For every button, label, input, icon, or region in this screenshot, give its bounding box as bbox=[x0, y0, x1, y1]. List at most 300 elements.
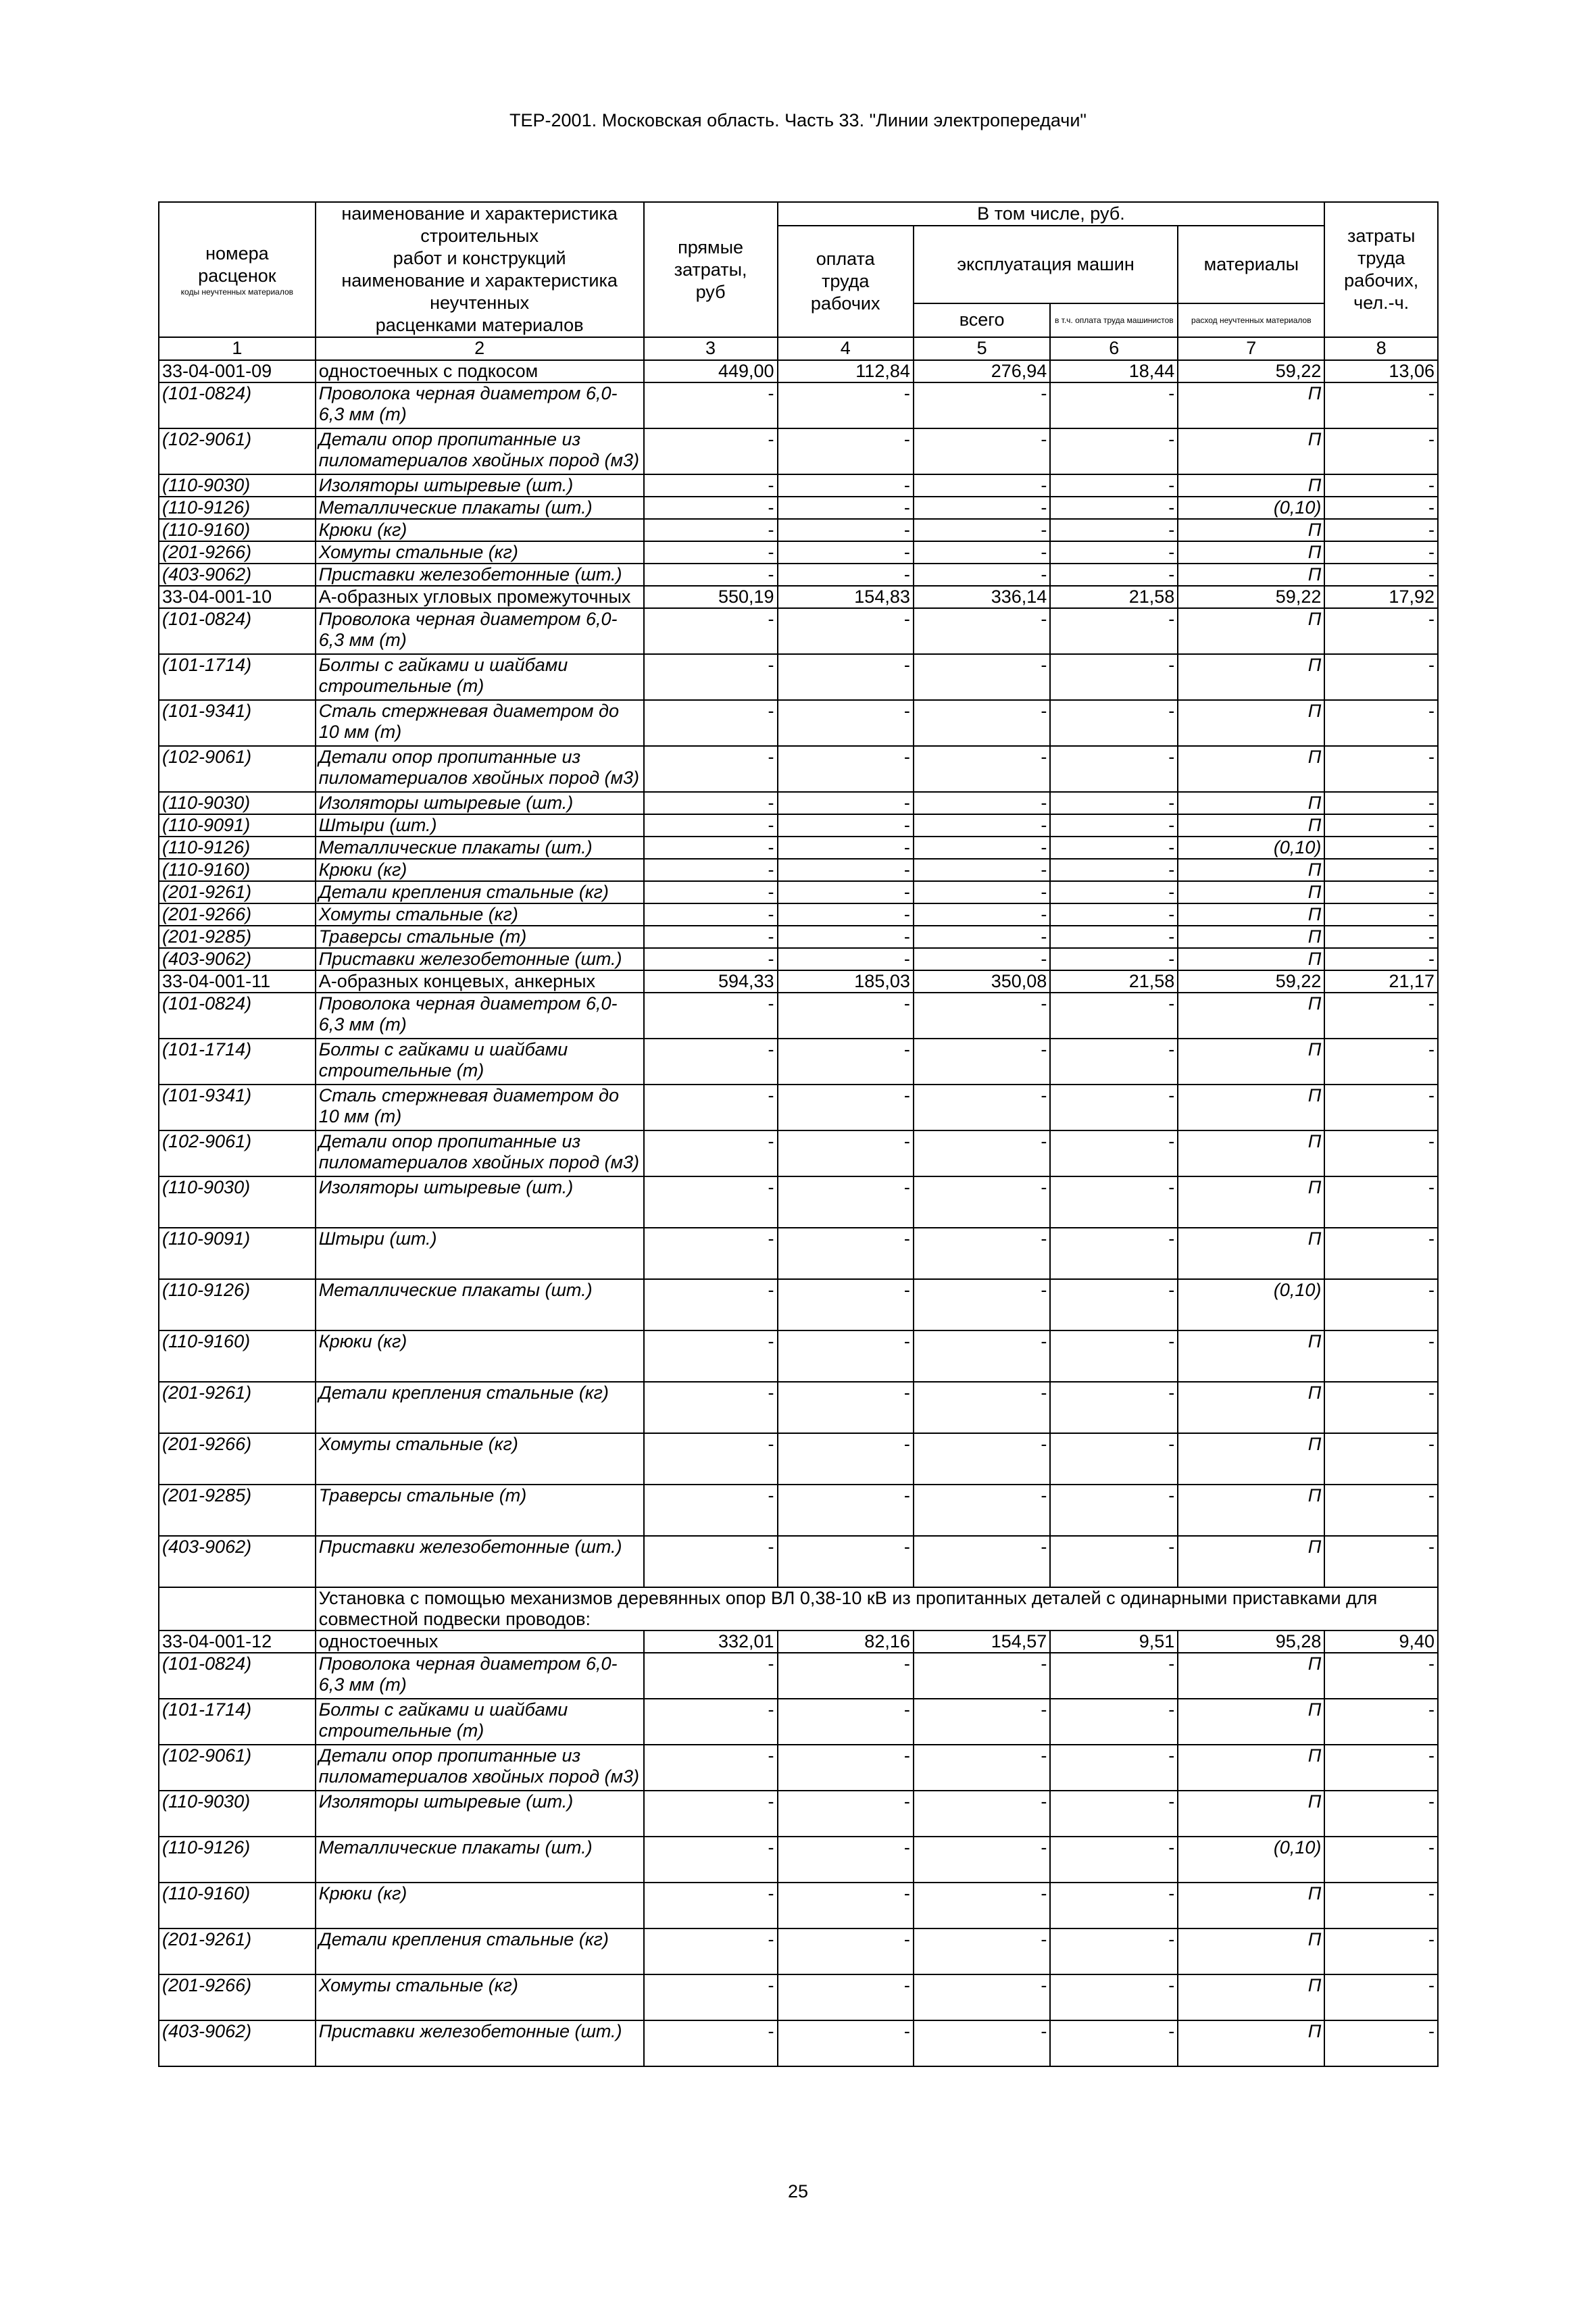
empty-value-dash: - bbox=[778, 1745, 914, 1791]
material-consumption: П bbox=[1178, 792, 1324, 814]
material-name: Крюки (кг) bbox=[316, 1883, 644, 1928]
empty-value-dash: - bbox=[644, 1791, 778, 1837]
material-row bbox=[159, 1228, 1438, 1279]
material-consumption: П bbox=[1178, 948, 1324, 970]
empty-value-dash: - bbox=[914, 1330, 1050, 1382]
empty-value-dash: - bbox=[1324, 1745, 1438, 1791]
empty-value-dash: - bbox=[1324, 1883, 1438, 1928]
empty-value-dash: - bbox=[1324, 948, 1438, 970]
empty-value-dash: - bbox=[1324, 903, 1438, 926]
empty-value-dash: - bbox=[644, 474, 778, 497]
empty-value-dash: - bbox=[914, 903, 1050, 926]
header-machines-total: всего bbox=[914, 303, 1050, 338]
empty-value-dash: - bbox=[644, 1745, 778, 1791]
material-code: (102-9061) bbox=[159, 746, 316, 792]
material-row bbox=[159, 1653, 1438, 1699]
material-consumption: П bbox=[1178, 382, 1324, 428]
material-code: (201-9266) bbox=[159, 541, 316, 564]
empty-value-dash: - bbox=[644, 948, 778, 970]
column-number: 6 bbox=[1050, 337, 1178, 360]
material-code: (102-9061) bbox=[159, 428, 316, 474]
material-name: Приставки железобетонные (шт.) bbox=[316, 564, 644, 586]
empty-value-dash: - bbox=[1050, 1791, 1178, 1837]
empty-value-dash: - bbox=[778, 903, 914, 926]
materials-cost: 59,22 bbox=[1178, 970, 1324, 993]
material-row bbox=[159, 608, 1438, 654]
empty-value-dash: - bbox=[1050, 1433, 1178, 1485]
empty-value-dash: - bbox=[644, 654, 778, 700]
empty-value-dash: - bbox=[914, 1837, 1050, 1883]
rate-code: 33-04-001-12 bbox=[159, 1631, 316, 1653]
empty-value-dash: - bbox=[778, 564, 914, 586]
material-consumption: П bbox=[1178, 926, 1324, 948]
empty-value-dash: - bbox=[1050, 1130, 1178, 1176]
machines-total: 154,57 bbox=[914, 1631, 1050, 1653]
empty-value-dash: - bbox=[1324, 541, 1438, 564]
empty-value-dash: - bbox=[644, 519, 778, 541]
section-note: Установка с помощью механизмов деревянных опор ВЛ 0,38-10 кВ из пропитанных деталей с одинарными приставками для совместной подвески проводов: bbox=[316, 1587, 1438, 1631]
material-name: Детали крепления стальные (кг) bbox=[316, 1382, 644, 1433]
empty-value-dash: - bbox=[644, 1130, 778, 1176]
material-consumption: П bbox=[1178, 1382, 1324, 1433]
table-header bbox=[159, 202, 1438, 360]
empty-value-dash: - bbox=[1324, 859, 1438, 881]
material-code: (201-9285) bbox=[159, 1485, 316, 1536]
empty-value-dash: - bbox=[914, 541, 1050, 564]
empty-value-dash: - bbox=[1050, 746, 1178, 792]
empty-value-dash: - bbox=[914, 746, 1050, 792]
material-consumption: (0,10) bbox=[1178, 1279, 1324, 1330]
material-consumption: П bbox=[1178, 1130, 1324, 1176]
column-number: 8 bbox=[1324, 337, 1438, 360]
empty-value-dash: - bbox=[914, 1485, 1050, 1536]
material-code: (110-9030) bbox=[159, 1791, 316, 1837]
direct-costs: 449,00 bbox=[644, 360, 778, 382]
empty-value-dash: - bbox=[914, 1745, 1050, 1791]
labor-pay: 154,83 bbox=[778, 586, 914, 608]
material-row bbox=[159, 1176, 1438, 1228]
empty-value-dash: - bbox=[644, 541, 778, 564]
page-number: 25 bbox=[787, 2181, 809, 2201]
material-code: (110-9160) bbox=[159, 1330, 316, 1382]
material-consumption: П bbox=[1178, 1883, 1324, 1928]
material-row bbox=[159, 837, 1438, 859]
empty-value-dash: - bbox=[914, 1883, 1050, 1928]
material-code: (110-9091) bbox=[159, 814, 316, 837]
empty-value-dash: - bbox=[1050, 474, 1178, 497]
direct-costs: 332,01 bbox=[644, 1631, 778, 1653]
empty-value-dash: - bbox=[778, 608, 914, 654]
material-code: (110-9126) bbox=[159, 1279, 316, 1330]
empty-value-dash: - bbox=[914, 1653, 1050, 1699]
empty-value-dash: - bbox=[914, 1536, 1050, 1587]
material-consumption: П bbox=[1178, 1745, 1324, 1791]
empty-value-dash: - bbox=[1050, 792, 1178, 814]
material-code: (201-9261) bbox=[159, 1928, 316, 1974]
header-labor-costs: затраты труда рабочих, чел.-ч. bbox=[1324, 202, 1438, 337]
empty-value-dash: - bbox=[778, 497, 914, 519]
material-consumption: П bbox=[1178, 859, 1324, 881]
empty-value-dash: - bbox=[778, 519, 914, 541]
empty-value-dash: - bbox=[644, 859, 778, 881]
empty-value-dash: - bbox=[644, 1228, 778, 1279]
material-name: Изоляторы штыревые (шт.) bbox=[316, 1176, 644, 1228]
empty-value-dash: - bbox=[1324, 1330, 1438, 1382]
material-code: (403-9062) bbox=[159, 1536, 316, 1587]
section-note-row bbox=[159, 1587, 1438, 1631]
empty-value-dash: - bbox=[1324, 1928, 1438, 1974]
empty-value-dash: - bbox=[1324, 1536, 1438, 1587]
material-name: Детали опор пропитанные из пиломатериалов хвойных пород (м3) bbox=[316, 428, 644, 474]
empty-value-dash: - bbox=[1324, 1653, 1438, 1699]
empty-value-dash: - bbox=[778, 1039, 914, 1085]
material-name: Металлические плакаты (шт.) bbox=[316, 1279, 644, 1330]
machines-total: 350,08 bbox=[914, 970, 1050, 993]
material-code: (110-9030) bbox=[159, 1176, 316, 1228]
empty-value-dash: - bbox=[644, 746, 778, 792]
direct-costs: 550,19 bbox=[644, 586, 778, 608]
empty-value-dash: - bbox=[644, 881, 778, 903]
material-consumption: П bbox=[1178, 1085, 1324, 1130]
material-row bbox=[159, 1883, 1438, 1928]
empty-value-dash: - bbox=[1324, 881, 1438, 903]
material-row bbox=[159, 1974, 1438, 2020]
material-row bbox=[159, 792, 1438, 814]
material-name: Приставки железобетонные (шт.) bbox=[316, 948, 644, 970]
empty-value-dash: - bbox=[1324, 1699, 1438, 1745]
material-name: Штыри (шт.) bbox=[316, 1228, 644, 1279]
empty-value-dash: - bbox=[1050, 1837, 1178, 1883]
column-number: 2 bbox=[316, 337, 644, 360]
labor-pay: 112,84 bbox=[778, 360, 914, 382]
material-code: (110-9126) bbox=[159, 1837, 316, 1883]
material-name: Болты с гайками и шайбами строительные (т) bbox=[316, 1699, 644, 1745]
machines-total: 276,94 bbox=[914, 360, 1050, 382]
empty-value-dash: - bbox=[1050, 382, 1178, 428]
labor-costs: 21,17 bbox=[1324, 970, 1438, 993]
material-consumption: П bbox=[1178, 428, 1324, 474]
empty-value-dash: - bbox=[778, 792, 914, 814]
material-row bbox=[159, 428, 1438, 474]
empty-value-dash: - bbox=[644, 1974, 778, 2020]
empty-value-dash: - bbox=[914, 654, 1050, 700]
empty-value-dash: - bbox=[644, 608, 778, 654]
empty-value-dash: - bbox=[1050, 541, 1178, 564]
empty-value-dash: - bbox=[644, 700, 778, 746]
material-row bbox=[159, 1279, 1438, 1330]
empty-value-dash: - bbox=[644, 428, 778, 474]
empty-value-dash: - bbox=[914, 1382, 1050, 1433]
empty-value-dash: - bbox=[914, 564, 1050, 586]
empty-value-dash: - bbox=[1050, 859, 1178, 881]
empty-value-dash: - bbox=[644, 903, 778, 926]
material-code: (403-9062) bbox=[159, 948, 316, 970]
material-name: Проволока черная диаметром 6,0-6,3 мм (т) bbox=[316, 608, 644, 654]
material-code: (101-0824) bbox=[159, 993, 316, 1039]
empty-value-dash: - bbox=[644, 564, 778, 586]
material-name: Болты с гайками и шайбами строительные (т) bbox=[316, 654, 644, 700]
material-row bbox=[159, 564, 1438, 586]
empty-value-dash: - bbox=[644, 1382, 778, 1433]
empty-value-dash: - bbox=[1050, 1382, 1178, 1433]
material-code: (201-9261) bbox=[159, 881, 316, 903]
empty-value-dash: - bbox=[914, 608, 1050, 654]
empty-value-dash: - bbox=[914, 859, 1050, 881]
material-row bbox=[159, 1085, 1438, 1130]
material-code: (110-9160) bbox=[159, 1883, 316, 1928]
material-consumption: (0,10) bbox=[1178, 837, 1324, 859]
empty-value-dash: - bbox=[1050, 1699, 1178, 1745]
material-row bbox=[159, 382, 1438, 428]
material-row bbox=[159, 541, 1438, 564]
empty-value-dash: - bbox=[1324, 1433, 1438, 1485]
material-name: Хомуты стальные (кг) bbox=[316, 1433, 644, 1485]
material-row bbox=[159, 1745, 1438, 1791]
empty-value-dash: - bbox=[914, 474, 1050, 497]
empty-value-dash: - bbox=[778, 837, 914, 859]
empty-value-dash: - bbox=[914, 428, 1050, 474]
material-row bbox=[159, 1791, 1438, 1837]
empty-value-dash: - bbox=[914, 1085, 1050, 1130]
empty-value-dash: - bbox=[1050, 993, 1178, 1039]
empty-value-dash: - bbox=[914, 1279, 1050, 1330]
empty-value-dash: - bbox=[644, 814, 778, 837]
material-row bbox=[159, 903, 1438, 926]
material-row bbox=[159, 1928, 1438, 1974]
empty-value-dash: - bbox=[644, 1928, 778, 1974]
material-consumption: П bbox=[1178, 1039, 1324, 1085]
header-including: В том числе, руб. bbox=[778, 202, 1325, 226]
empty-value-dash: - bbox=[644, 837, 778, 859]
material-row bbox=[159, 700, 1438, 746]
empty-value-dash: - bbox=[778, 993, 914, 1039]
header-rate-number: номера расценок коды неучтенных материалов bbox=[159, 202, 316, 337]
empty-value-dash: - bbox=[1050, 837, 1178, 859]
column-number: 3 bbox=[644, 337, 778, 360]
empty-value-dash: - bbox=[1324, 792, 1438, 814]
empty-value-dash: - bbox=[1324, 428, 1438, 474]
empty-value-dash: - bbox=[1050, 1974, 1178, 2020]
empty-value-dash: - bbox=[1324, 1085, 1438, 1130]
material-consumption: П bbox=[1178, 2020, 1324, 2066]
empty-value-dash: - bbox=[1050, 654, 1178, 700]
material-row bbox=[159, 1039, 1438, 1085]
column-number: 7 bbox=[1178, 337, 1324, 360]
machinists-pay: 9,51 bbox=[1050, 1631, 1178, 1653]
material-row bbox=[159, 1837, 1438, 1883]
material-code: (201-9285) bbox=[159, 926, 316, 948]
empty-value-dash: - bbox=[1050, 881, 1178, 903]
material-consumption: П bbox=[1178, 1974, 1324, 2020]
empty-value-dash: - bbox=[1050, 926, 1178, 948]
material-row bbox=[159, 948, 1438, 970]
empty-value-dash: - bbox=[1324, 2020, 1438, 2066]
empty-value-dash: - bbox=[1050, 497, 1178, 519]
material-consumption: П bbox=[1178, 1791, 1324, 1837]
empty-value-dash: - bbox=[1050, 1039, 1178, 1085]
empty-value-dash: - bbox=[644, 792, 778, 814]
empty-value-dash: - bbox=[914, 382, 1050, 428]
empty-value-dash: - bbox=[914, 1228, 1050, 1279]
material-row bbox=[159, 814, 1438, 837]
column-number: 4 bbox=[778, 337, 914, 360]
empty-value-dash: - bbox=[778, 1653, 914, 1699]
empty-value-dash: - bbox=[778, 1433, 914, 1485]
material-consumption: П bbox=[1178, 1228, 1324, 1279]
material-row bbox=[159, 1130, 1438, 1176]
empty-value-dash: - bbox=[644, 1085, 778, 1130]
material-row bbox=[159, 2020, 1438, 2066]
empty-value-dash: - bbox=[1324, 1791, 1438, 1837]
labor-costs: 9,40 bbox=[1324, 1631, 1438, 1653]
empty-value-dash: - bbox=[644, 2020, 778, 2066]
empty-value-dash: - bbox=[1050, 1745, 1178, 1791]
column-numbers-row bbox=[159, 337, 1438, 360]
empty-value-dash: - bbox=[1324, 746, 1438, 792]
empty-value-dash: - bbox=[914, 1699, 1050, 1745]
empty-value-dash: - bbox=[1050, 700, 1178, 746]
rate-row bbox=[159, 586, 1438, 608]
empty-value-dash: - bbox=[644, 1330, 778, 1382]
material-consumption: П bbox=[1178, 903, 1324, 926]
empty-value-dash: - bbox=[644, 1837, 778, 1883]
material-code: (101-0824) bbox=[159, 382, 316, 428]
empty-value-dash: - bbox=[778, 881, 914, 903]
empty-value-dash: - bbox=[1324, 654, 1438, 700]
material-row bbox=[159, 654, 1438, 700]
header-materials-consumption: расход неучтенных материалов bbox=[1178, 303, 1324, 338]
empty-value-dash: - bbox=[778, 1228, 914, 1279]
material-consumption: П bbox=[1178, 814, 1324, 837]
empty-value-dash: - bbox=[778, 1791, 914, 1837]
empty-value-dash: - bbox=[644, 382, 778, 428]
empty-value-dash: - bbox=[1324, 993, 1438, 1039]
empty-value-dash: - bbox=[1050, 519, 1178, 541]
material-name: Крюки (кг) bbox=[316, 519, 644, 541]
empty-value-dash: - bbox=[914, 1130, 1050, 1176]
empty-value-dash: - bbox=[914, 948, 1050, 970]
material-consumption: П bbox=[1178, 700, 1324, 746]
empty-value-dash: - bbox=[778, 1382, 914, 1433]
empty-value-dash: - bbox=[1324, 519, 1438, 541]
empty-value-dash: - bbox=[778, 1883, 914, 1928]
empty-value-dash: - bbox=[914, 881, 1050, 903]
material-row bbox=[159, 1699, 1438, 1745]
empty-value-dash: - bbox=[1050, 948, 1178, 970]
material-code: (110-9126) bbox=[159, 497, 316, 519]
empty-value-dash: - bbox=[778, 814, 914, 837]
material-name: Детали опор пропитанные из пиломатериалов хвойных пород (м3) bbox=[316, 1130, 644, 1176]
empty-value-dash: - bbox=[914, 1433, 1050, 1485]
material-name: Хомуты стальные (кг) bbox=[316, 541, 644, 564]
empty-value-dash: - bbox=[1050, 1883, 1178, 1928]
material-name: Проволока черная диаметром 6,0-6,3 мм (т) bbox=[316, 993, 644, 1039]
empty-value-dash: - bbox=[778, 474, 914, 497]
rate-row bbox=[159, 360, 1438, 382]
material-consumption: П bbox=[1178, 1485, 1324, 1536]
empty-value-dash: - bbox=[914, 837, 1050, 859]
rate-row bbox=[159, 970, 1438, 993]
material-consumption: П bbox=[1178, 564, 1324, 586]
rate-name: А-образных концевых, анкерных bbox=[316, 970, 644, 993]
empty-value-dash: - bbox=[1324, 926, 1438, 948]
material-consumption: П bbox=[1178, 474, 1324, 497]
machinists-pay: 21,58 bbox=[1050, 586, 1178, 608]
empty-value-dash: - bbox=[914, 519, 1050, 541]
material-name: Приставки железобетонные (шт.) bbox=[316, 1536, 644, 1587]
material-name: Приставки железобетонные (шт.) bbox=[316, 2020, 644, 2066]
material-consumption: П bbox=[1178, 746, 1324, 792]
empty-value-dash: - bbox=[778, 1974, 914, 2020]
material-name: Сталь стержневая диаметром до 10 мм (т) bbox=[316, 1085, 644, 1130]
machinists-pay: 21,58 bbox=[1050, 970, 1178, 993]
rate-code: 33-04-001-10 bbox=[159, 586, 316, 608]
header-materials: материалы bbox=[1178, 226, 1324, 303]
material-name: Траверсы стальные (т) bbox=[316, 926, 644, 948]
empty-value-dash: - bbox=[914, 792, 1050, 814]
empty-value-dash: - bbox=[778, 1130, 914, 1176]
empty-value-dash: - bbox=[1324, 837, 1438, 859]
material-code: (110-9091) bbox=[159, 1228, 316, 1279]
header-direct-costs: прямые затраты, руб bbox=[644, 202, 778, 337]
empty-value-dash: - bbox=[644, 1699, 778, 1745]
material-row bbox=[159, 1330, 1438, 1382]
empty-value-dash: - bbox=[1324, 1228, 1438, 1279]
empty-value-dash: - bbox=[914, 1974, 1050, 2020]
empty-value-dash: - bbox=[778, 428, 914, 474]
material-row bbox=[159, 1382, 1438, 1433]
material-row bbox=[159, 1485, 1438, 1536]
empty-value-dash: - bbox=[644, 1279, 778, 1330]
empty-value-dash: - bbox=[1324, 1279, 1438, 1330]
empty-value-dash: - bbox=[914, 1039, 1050, 1085]
material-consumption: П bbox=[1178, 1330, 1324, 1382]
material-consumption: П bbox=[1178, 1433, 1324, 1485]
section-note-spacer bbox=[159, 1587, 316, 1631]
material-name: Хомуты стальные (кг) bbox=[316, 903, 644, 926]
material-row bbox=[159, 859, 1438, 881]
empty-value-dash: - bbox=[778, 1330, 914, 1382]
material-name: Сталь стержневая диаметром до 10 мм (т) bbox=[316, 700, 644, 746]
material-consumption: П bbox=[1178, 1536, 1324, 1587]
empty-value-dash: - bbox=[1324, 814, 1438, 837]
labor-costs: 13,06 bbox=[1324, 360, 1438, 382]
material-name: Детали опор пропитанные из пиломатериалов хвойных пород (м3) bbox=[316, 1745, 644, 1791]
empty-value-dash: - bbox=[1050, 1653, 1178, 1699]
empty-value-dash: - bbox=[644, 993, 778, 1039]
material-code: (101-0824) bbox=[159, 1653, 316, 1699]
material-name: Болты с гайками и шайбами строительные (т) bbox=[316, 1039, 644, 1085]
material-code: (101-9341) bbox=[159, 1085, 316, 1130]
empty-value-dash: - bbox=[778, 2020, 914, 2066]
header-machinists-pay: в т.ч. оплата труда машинистов bbox=[1050, 303, 1178, 338]
empty-value-dash: - bbox=[914, 700, 1050, 746]
material-consumption: (0,10) bbox=[1178, 497, 1324, 519]
empty-value-dash: - bbox=[644, 1883, 778, 1928]
material-code: (101-9341) bbox=[159, 700, 316, 746]
material-code: (101-1714) bbox=[159, 1039, 316, 1085]
rates-table bbox=[158, 201, 1439, 2067]
material-name: Детали крепления стальные (кг) bbox=[316, 881, 644, 903]
material-row bbox=[159, 519, 1438, 541]
material-consumption: П bbox=[1178, 1699, 1324, 1745]
empty-value-dash: - bbox=[1324, 497, 1438, 519]
empty-value-dash: - bbox=[1324, 382, 1438, 428]
empty-value-dash: - bbox=[778, 1176, 914, 1228]
empty-value-dash: - bbox=[1324, 564, 1438, 586]
rate-name: одностоечных с подкосом bbox=[316, 360, 644, 382]
empty-value-dash: - bbox=[1050, 1485, 1178, 1536]
